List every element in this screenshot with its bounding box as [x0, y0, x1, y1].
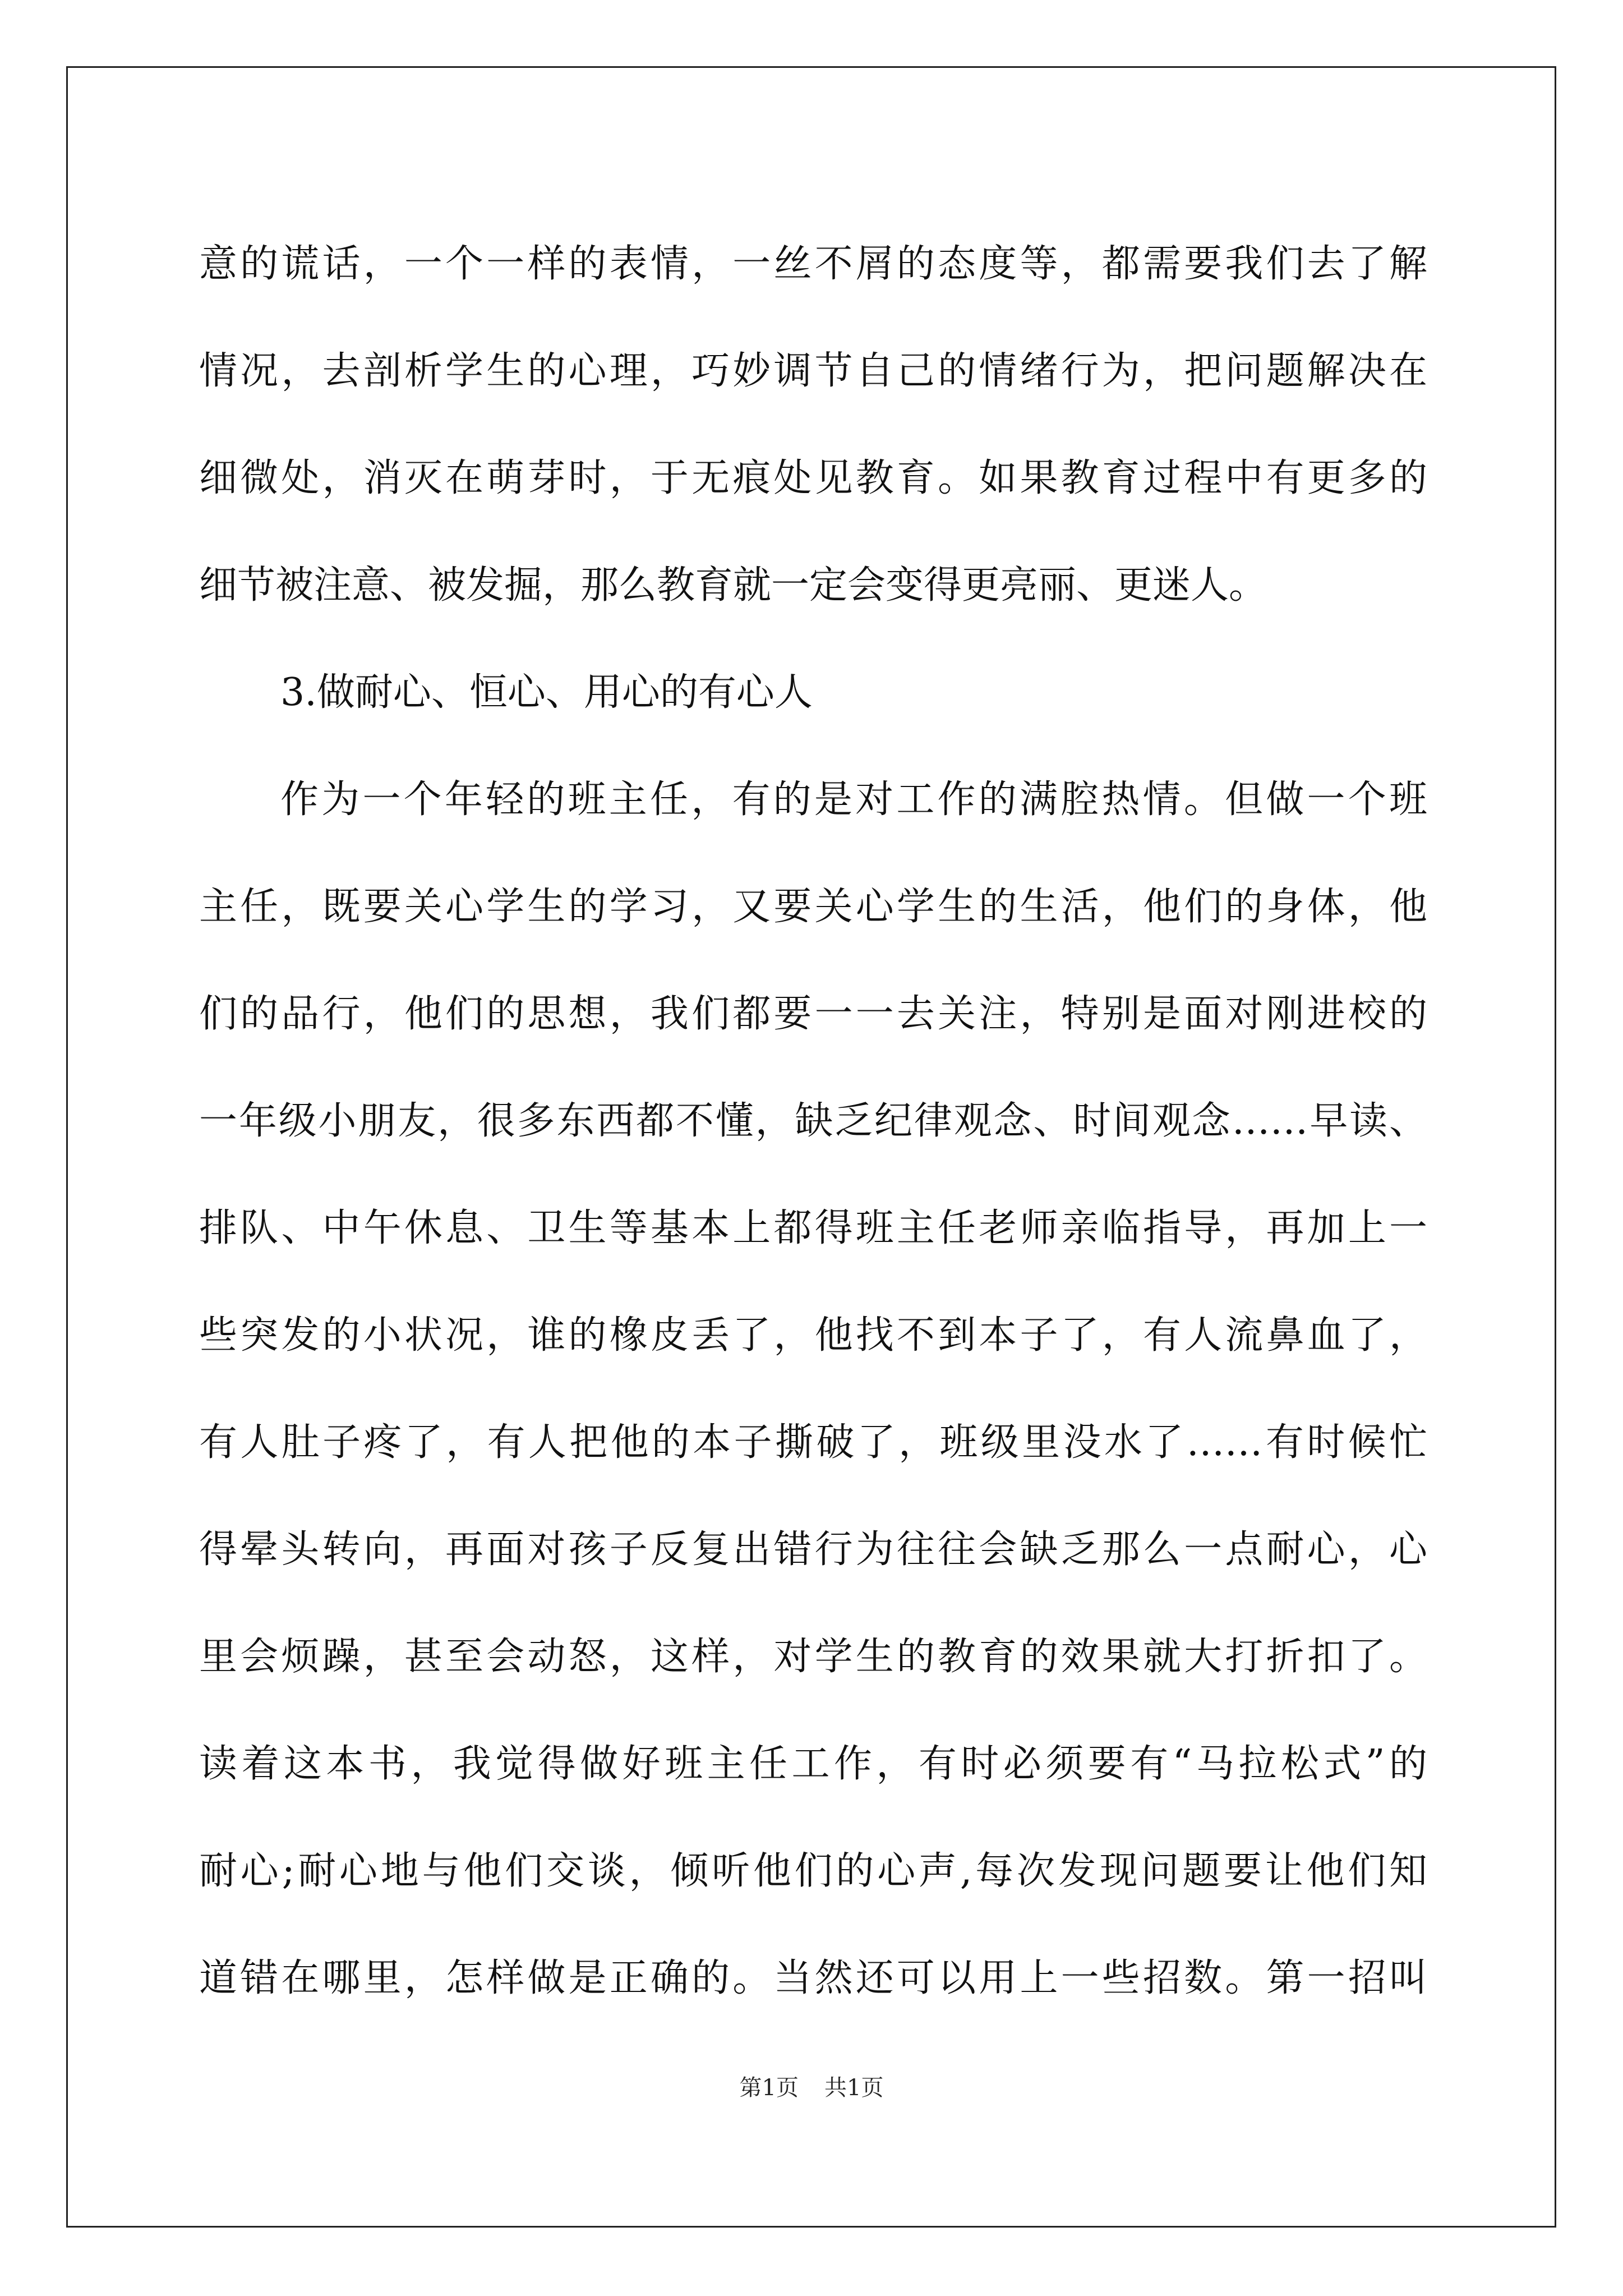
text-line: 意的谎话，一个一样的表情，一丝不屑的态度等，都需要我们去了解 [199, 242, 1427, 286]
document-body [199, 210, 1427, 2032]
text-line: 作为一个年轻的班主任，有的是对工作的满腔热情。但做一个班 [280, 777, 1427, 822]
text-line: 情况，去剖析学生的心理，巧妙调节自己的情绪行为，把问题解决在 [199, 349, 1427, 393]
text-line: 细节被注意、被发掘，那么教育就一定会变得更亮丽、更迷人。 [199, 563, 1267, 608]
text-line: 些突发的小状况，谁的橡皮丢了，他找不到本子了，有人流鼻血了， [199, 1313, 1427, 1358]
text-line: 一年级小朋友，很多东西都不懂，缺乏纪律观念、时间观念……早读、 [199, 1099, 1427, 1143]
page-number: 第1页 [739, 2075, 799, 2101]
text-line: 细微处，消灭在萌芽时，于无痕处见教育。如果教育过程中有更多的 [199, 456, 1427, 500]
text-line: 们的品行，他们的思想，我们都要一一去关注，特别是面对刚进校的 [199, 992, 1427, 1036]
text-line: 有人肚子疼了，有人把他的本子撕破了，班级里没水了……有时候忙 [199, 1420, 1427, 1465]
text-line: 里会烦躁，甚至会动怒，这样，对学生的教育的效果就大打折扣了。 [199, 1635, 1427, 1679]
page-footer [0, 2070, 1623, 2102]
section-heading: 3.做耐心、恒心、用心的有心人 [280, 670, 813, 715]
text-line: 耐心;耐心地与他们交谈，倾听他们的心声,每次发现问题要让他们知 [199, 1849, 1427, 1893]
text-line: 排队、中午休息、卫生等基本上都得班主任老师亲临指导，再加上一 [199, 1206, 1427, 1250]
text-line: 得晕头转向，再面对孩子反复出错行为往往会缺乏那么一点耐心，心 [199, 1527, 1427, 1572]
page-total: 共1页 [824, 2075, 884, 2101]
text-line: 道错在哪里，怎样做是正确的。当然还可以用上一些招数。第一招叫 [199, 1956, 1427, 2000]
text-line: 读着这本书，我觉得做好班主任工作，有时必须要有“马拉松式”的 [199, 1742, 1427, 1786]
text-line: 主任，既要关心学生的学习，又要关心学生的生活，他们的身体，他 [199, 885, 1427, 929]
